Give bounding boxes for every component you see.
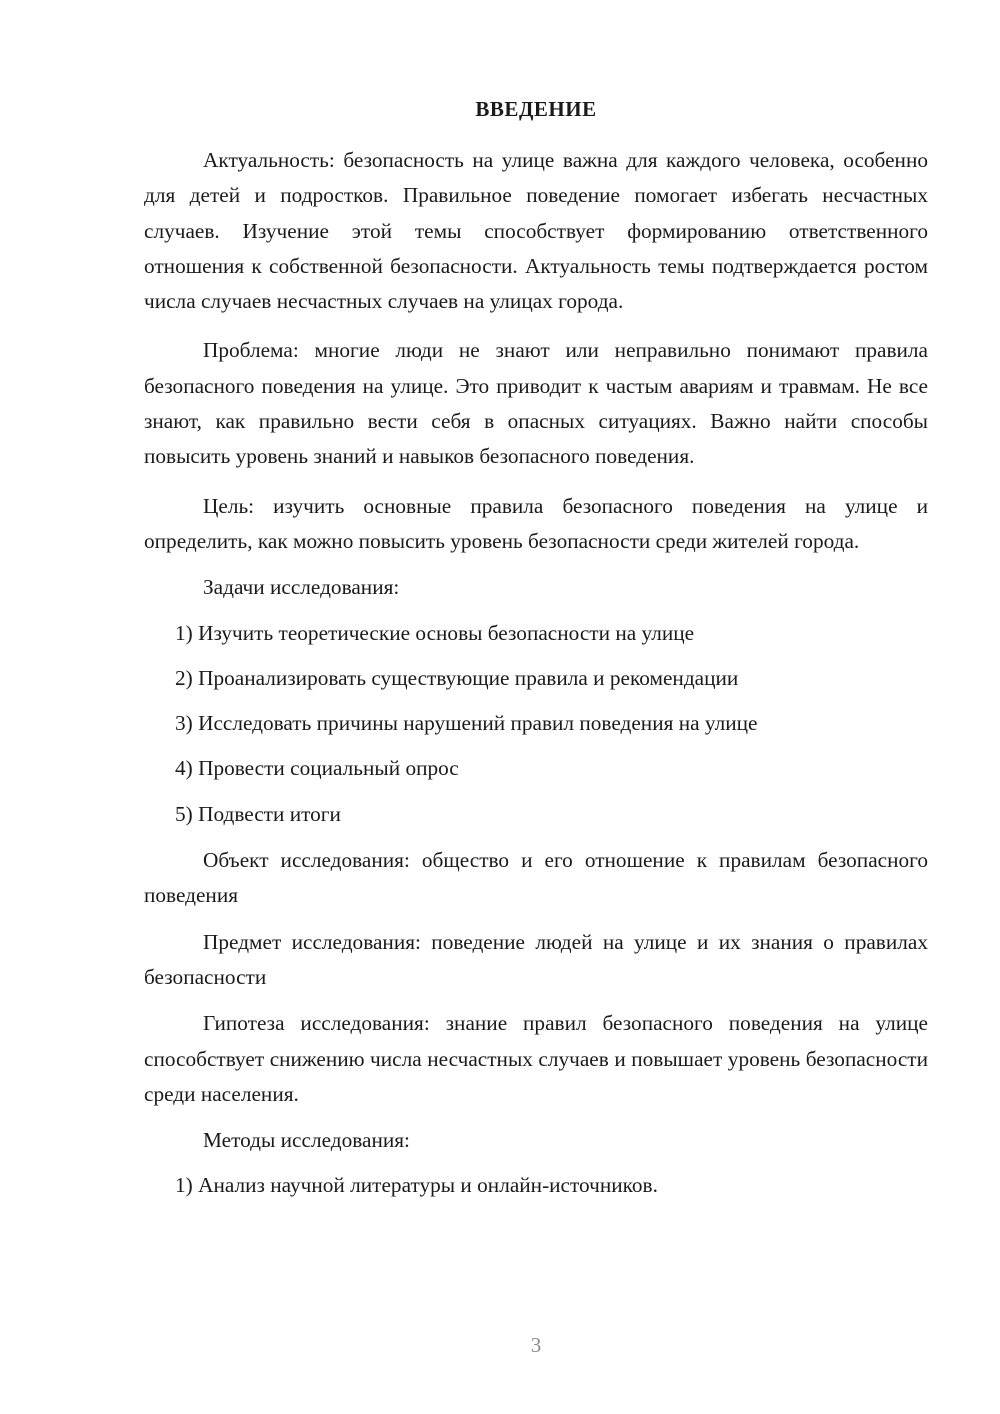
subject-paragraph: Предмет исследования: поведение людей на улице и их знания о правилах безопасности xyxy=(144,929,928,989)
method-item: 1) Анализ научной литературы и онлайн-источников. xyxy=(175,1173,658,1198)
document-body xyxy=(144,143,928,1204)
methods-title: Методы исследования: xyxy=(203,1128,410,1153)
task-item: 4) Провести социальный опрос xyxy=(175,756,459,781)
task-item: 5) Подвести итоги xyxy=(175,801,341,826)
goal-paragraph: Цель: изучить основные правила безопасного поведения на улице и определить, как можно повысить уровень безопасности среди жителей города. xyxy=(144,493,928,553)
tasks-title: Задачи исследования: xyxy=(203,575,400,600)
page-title: ВВЕДЕНИЕ xyxy=(475,97,597,121)
relevance-paragraph: Актуальность: безопасность на улице важна для каждого человека, особенно для детей и подростков. Правильное поведение помогает избегать несчастных случаев. Изучение этой темы способствует формированию ответственного отношения к собственной безопасности. Актуальность темы подтверждается ростом числа случаев несчастных случаев на улицах города. xyxy=(144,148,928,314)
object-paragraph: Объект исследования: общество и его отношение к правилам безопасного поведения xyxy=(144,848,928,908)
task-item: 2) Проанализировать существующие правила и рекомендации xyxy=(175,665,739,690)
problem-paragraph: Проблема: многие люди не знают или неправильно понимают правила безопасного поведения на улице. Это приводит к частым авариям и травмам. Не все знают, как правильно вести себя в опасных ситуациях. Важно найти способы повысить уровень знаний и навыков безопасного поведения. xyxy=(144,338,928,469)
task-item: 3) Исследовать причины нарушений правил поведения на улице xyxy=(175,711,758,736)
task-item: 1) Изучить теоретические основы безопасности на улице xyxy=(175,620,695,645)
page-number: 3 xyxy=(530,1333,542,1357)
hypothesis-paragraph: Гипотеза исследования: знание правил безопасного поведения на улице способствует снижению числа несчастных случаев и повышает уровень безопасности среди населения. xyxy=(144,1011,928,1106)
